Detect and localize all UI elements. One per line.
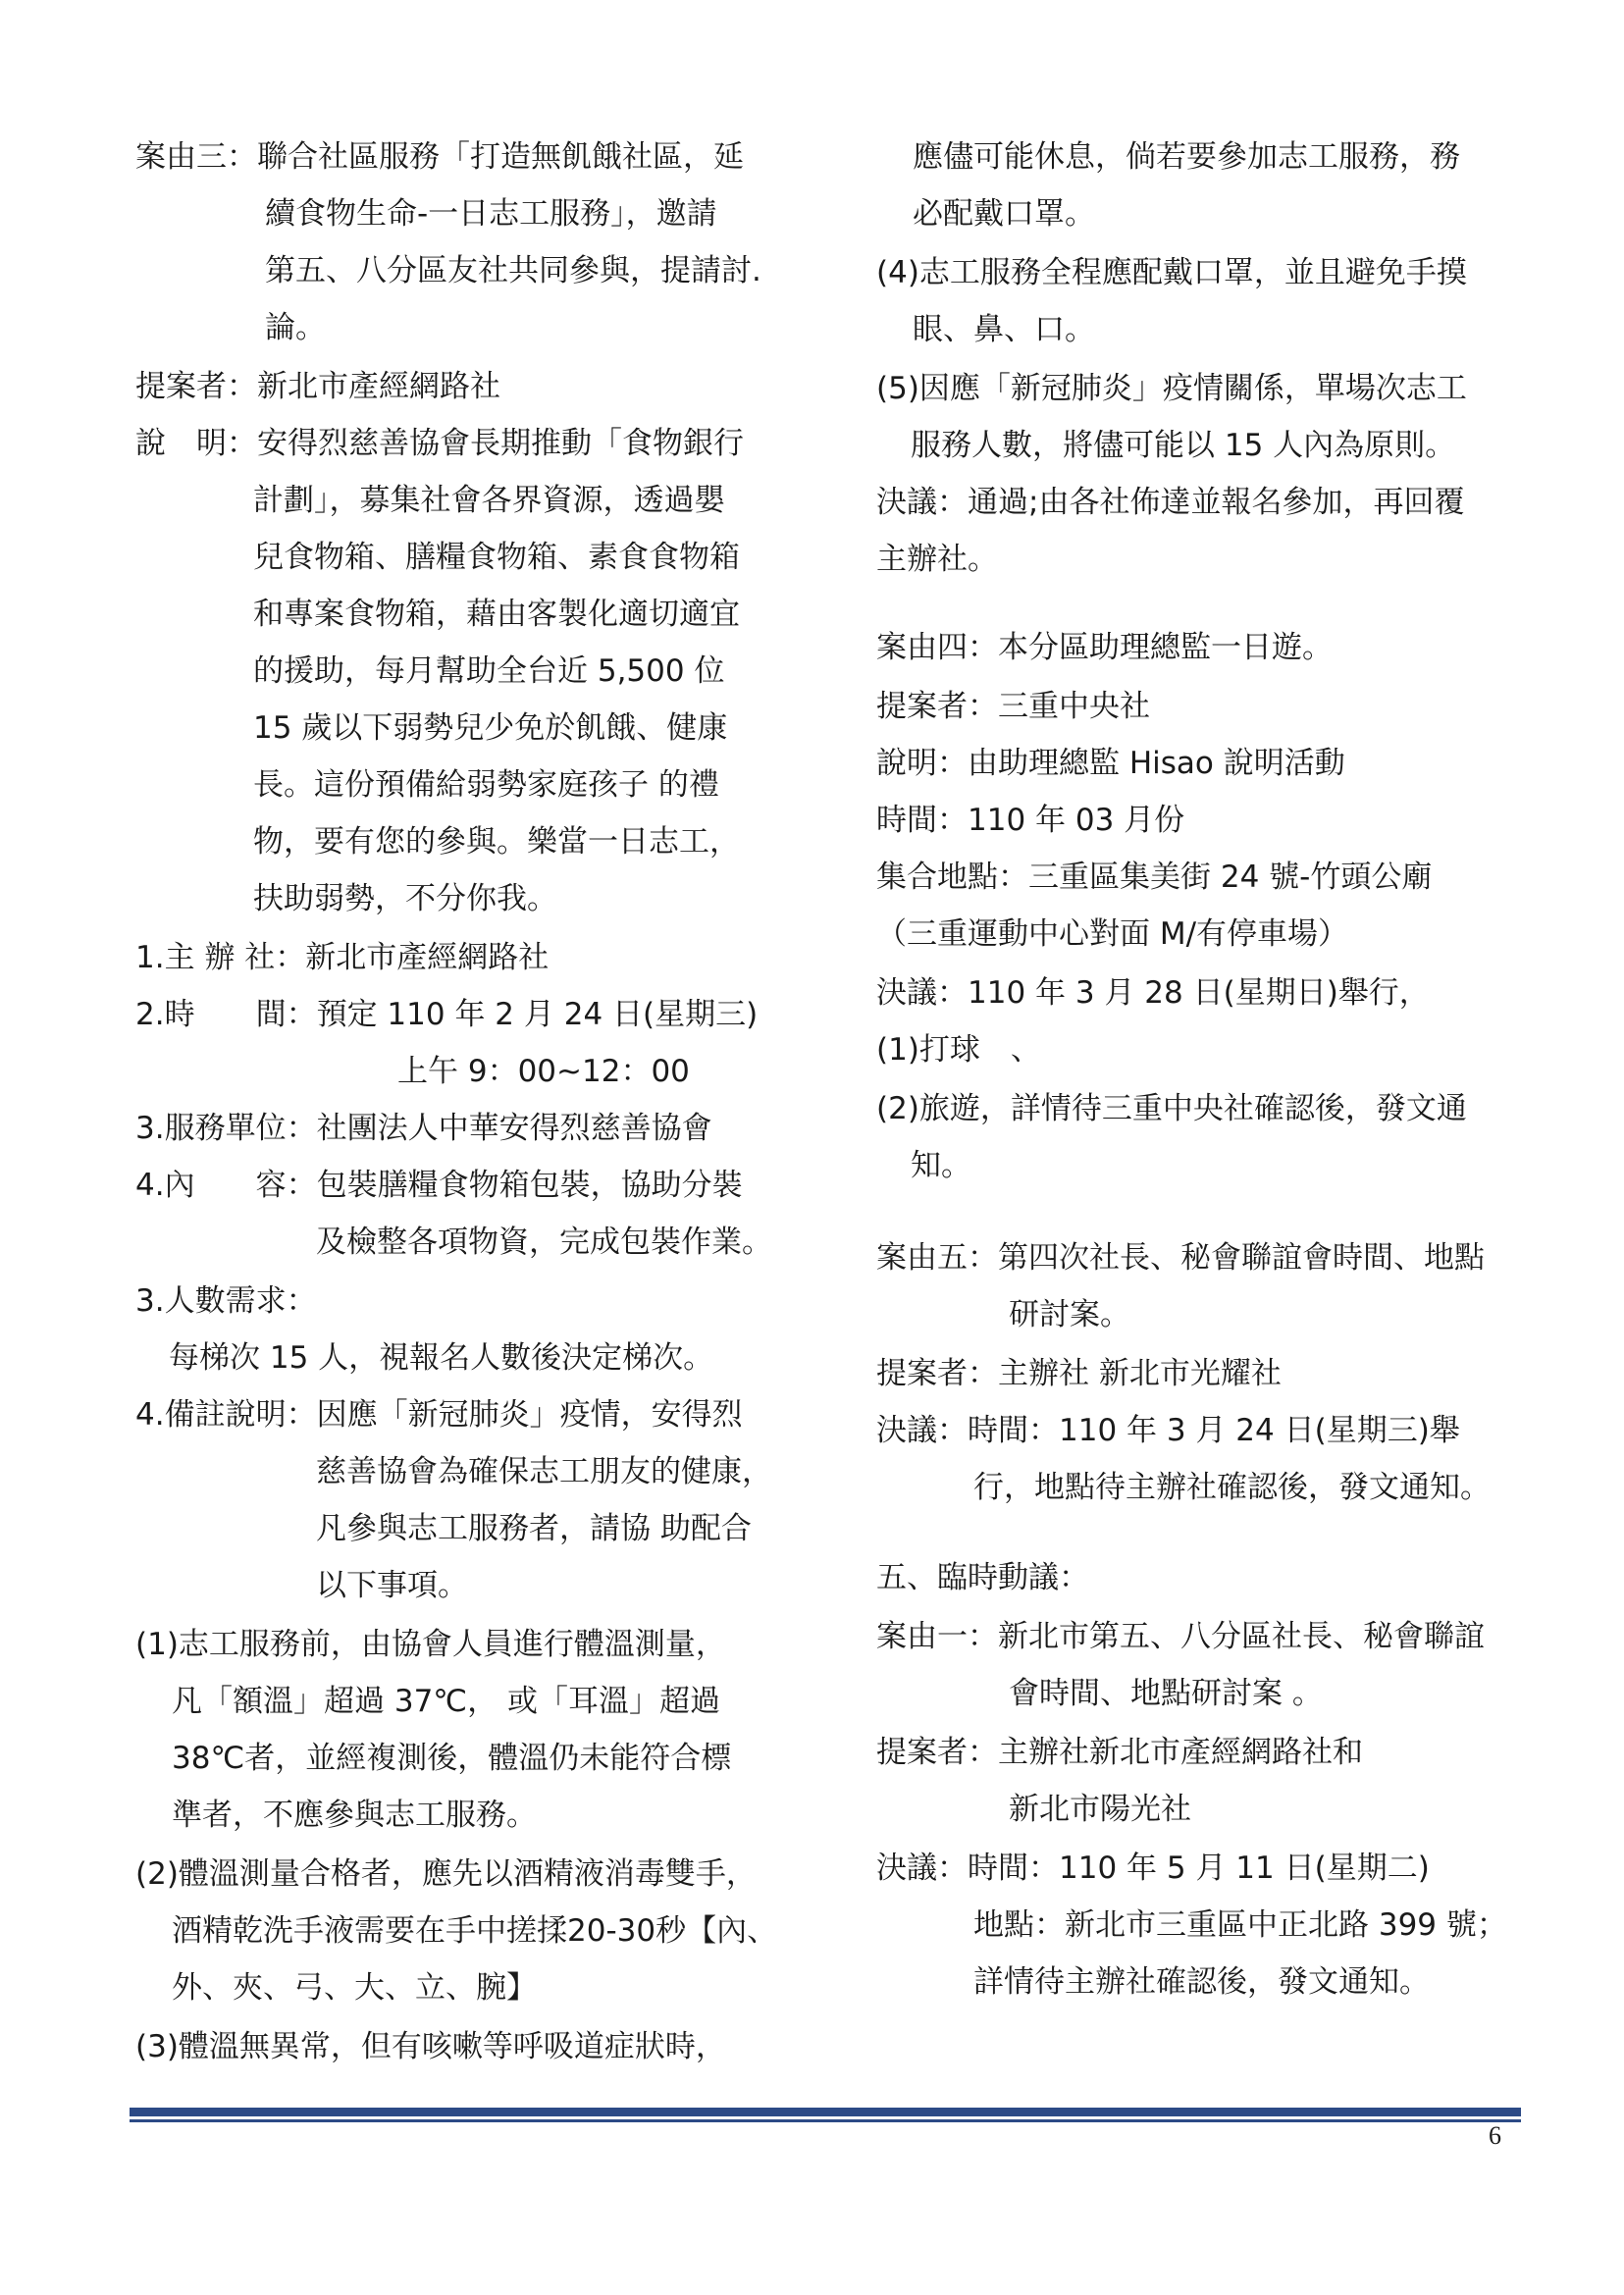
text-line: 物，要有您的參與。樂當一日志工，: [253, 824, 740, 860]
text-line: 案由五：第四次社長、秘會聯誼會時間、地點: [876, 1240, 1485, 1276]
text-line: 決議：110 年 3 月 28 日(星期日)舉行，: [876, 975, 1430, 1011]
text-line: 凡參與志工服務者，請協 助配合: [316, 1511, 752, 1546]
text-line: 集合地點：三重區集美街 24 號-竹頭公廟: [876, 860, 1433, 895]
text-line: 的援助，每月幫助全台近 5,500 位: [253, 653, 725, 689]
text-line: 4.內 容：包裝膳糧食物箱包裝，協助分裝: [135, 1168, 743, 1203]
text-line: 地點：新北市三重區中正北路 399 號；: [973, 1907, 1507, 1943]
text-line: 每梯次 15 人，視報名人數後決定梯次。: [169, 1340, 714, 1376]
text-line: 決議：通過;由各社佈達並報名參加，再回覆: [876, 485, 1465, 520]
text-line: （三重運動中心對面 M/有停車場）: [876, 916, 1349, 952]
text-line: 及檢整各項物資，完成包裝作業。: [316, 1225, 772, 1260]
text-line: 扶助弱勢，不分你我。: [253, 881, 557, 916]
text-line: 新北市陽光社: [1009, 1792, 1191, 1827]
text-line: 外、夾、弓、大、立、腕】: [172, 1970, 537, 2006]
text-line: 提案者：主辦社新北市產經網路社和: [876, 1735, 1363, 1770]
page-number: 6: [1489, 2121, 1501, 2150]
text-line: (1)志工服務前，由協會人員進行體溫測量，: [135, 1627, 726, 1662]
text-line: 提案者：主辦社 新北市光耀社: [876, 1356, 1282, 1391]
text-line: 行，地點待主辦社確認後，發文通知。: [973, 1470, 1491, 1505]
text-line: 時間：110 年 03 月份: [876, 803, 1185, 838]
footer-rule: [130, 2108, 1521, 2122]
text-line: 準者，不應參與志工服務。: [172, 1798, 537, 1833]
text-line: (5)因應「新冠肺炎」疫情關係，單場次志工: [876, 371, 1467, 406]
text-line: 計劃」，募集社會各界資源，透過嬰: [253, 483, 725, 518]
text-line: 提案者：新北市產經網路社: [135, 369, 500, 404]
text-line: (1)打球 、: [876, 1032, 1041, 1068]
text-line: 會時間、地點研討案 。: [1009, 1676, 1323, 1711]
text-line: (2)體溫測量合格者，應先以酒精液消毒雙手，: [135, 1856, 757, 1892]
text-line: 決議：時間：110 年 5 月 11 日(星期二): [876, 1851, 1430, 1886]
text-line: 研討案。: [1009, 1297, 1130, 1332]
text-line: 兒食物箱、膳糧食物箱、素食食物箱: [253, 540, 740, 575]
text-line: 第五、八分區友社共同參與，提請討.: [265, 253, 761, 288]
text-line: 慈善協會為確保志工朋友的健康，: [316, 1454, 772, 1489]
text-line: 2.時 間：預定 110 年 2 月 24 日(星期三): [135, 997, 759, 1032]
text-line: 凡「額溫」超過 37℃， 或「耳溫」超過: [172, 1684, 720, 1719]
text-line: 必配戴口罩。: [913, 196, 1095, 232]
text-line: 案由四：本分區助理總監一日遊。: [876, 630, 1333, 665]
text-line: (3)體溫無異常，但有咳嗽等呼吸道症狀時，: [135, 2029, 726, 2064]
text-line: 4.備註說明：因應「新冠肺炎」疫情，安得烈: [135, 1397, 743, 1433]
text-line: 服務人數，將儘可能以 15 人內為原則。: [911, 428, 1456, 463]
text-line: (4)志工服務全程應配戴口罩，並且避免手摸: [876, 255, 1467, 290]
text-line: 知。: [911, 1148, 971, 1183]
text-line: 說 明：安得烈慈善協會長期推動「食物銀行: [135, 426, 744, 461]
text-line: 續食物生命-一日志工服務」，邀請: [265, 196, 717, 232]
text-line: 詳情待主辦社確認後，發文通知。: [973, 1964, 1430, 2000]
text-line: 1.主 辦 社：新北市產經網路社: [135, 940, 550, 975]
text-line: 38℃者，並經複測後，體溫仍未能符合標: [172, 1741, 732, 1776]
text-line: 主辦社。: [876, 542, 998, 577]
text-line: (2)旅遊，詳情待三重中央社確認後，發文通: [876, 1091, 1467, 1126]
text-line: 上午 9：00~12：00: [397, 1054, 690, 1089]
text-line: 3.服務單位：社團法人中華安得烈慈善協會: [135, 1111, 712, 1146]
text-line: 和專案食物箱，藉由客製化適切適宜: [253, 597, 740, 632]
text-line: 眼、鼻、口。: [913, 312, 1095, 347]
text-line: 以下事項。: [316, 1568, 468, 1603]
text-line: 五、臨時動議：: [876, 1560, 1089, 1595]
text-line: 酒精乾洗手液需要在手中搓揉20-30秒【內、: [172, 1913, 778, 1949]
text-line: 案由一：新北市第五、八分區社長、秘會聯誼: [876, 1619, 1485, 1654]
text-line: 論。: [265, 310, 326, 345]
text-line: 15 歲以下弱勢兒少免於飢餓、健康: [253, 710, 728, 746]
text-line: 案由三：聯合社區服務「打造無飢餓社區，延: [135, 139, 744, 175]
text-line: 應儘可能休息，倘若要參加志工服務，務: [913, 139, 1460, 175]
text-line: 3.人數需求：: [135, 1283, 317, 1319]
text-line: 決議：時間：110 年 3 月 24 日(星期三)舉: [876, 1413, 1460, 1448]
text-line: 長。這份預備給弱勢家庭孩子 的禮: [253, 767, 719, 803]
text-line: 說明：由助理總監 Hisao 說明活動: [876, 746, 1345, 781]
text-line: 提案者：三重中央社: [876, 689, 1150, 724]
